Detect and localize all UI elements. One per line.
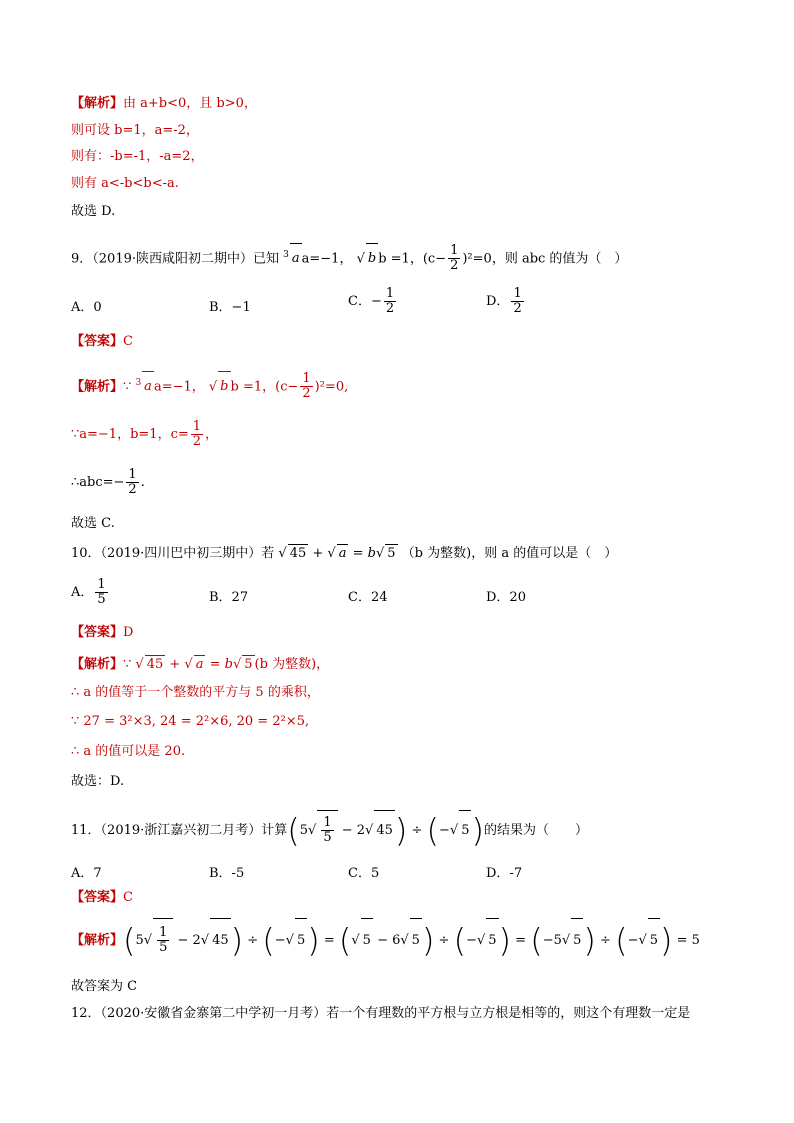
- q9-answer: 【答案】C: [71, 334, 133, 349]
- q11-answer: 【答案】C: [71, 890, 133, 905]
- q9-stem: 9．（2019·陕西咸阳初二期中）已知 $^3$ a a=−1， √ b b =1，(c− $\frac{1}{2}$ )²=0，则 abc 的值为（ ）: [71, 243, 628, 274]
- q9-option-d: D． $\frac{1}{2}$: [486, 286, 522, 316]
- q11-conclusion: 故答案为 C: [71, 979, 138, 994]
- q10-conclusion: 故选：D.: [71, 774, 125, 789]
- q11-analysis: 【解析】(5√ $\frac{1}{5}$ − 2√ 45) ÷ (−√ 5) = (√ 5 − 6√ 5) ÷ (−√ 5) = (−5√ 5) ÷ (−√ 5) = 5: [71, 918, 700, 963]
- q12-stem: 12．（2020·安徽省金寨第二中学初一月考）若一个有理数的平方根与立方根是相等的，则这个有理数一定是: [71, 1006, 691, 1021]
- q9-option-b: B．−1: [209, 300, 251, 315]
- q10-analysis-line-1: 【解析】∵ √ 45 + √ a = b√ 5 (b 为整数)，: [71, 657, 330, 672]
- q10-stem: 10．（2019·四川巴中初三期中）若 √ 45 + √ a = b√ 5 （b 为整数)，则 a 的值可以是（ ）: [71, 546, 618, 561]
- q9-analysis-line-1: 【解析】∵ $^3$ a a=−1， √ b b =1，(c− $\frac{1}{2}$ )²=0,: [71, 371, 349, 402]
- q10-option-a: A． $\frac{1}{5}$: [71, 577, 106, 607]
- q8-analysis-line-1: 【解析】由 a+b<0，且 b>0，: [71, 96, 257, 111]
- q10-analysis-line-4: ∴ a 的值可以是 20.: [71, 744, 186, 759]
- q8-analysis-line-4: 则有 a<-b<b<-a.: [71, 176, 179, 191]
- q10-option-c: C．24: [348, 590, 388, 605]
- q8-analysis-line-2: 则可设 b=1，a=-2，: [71, 123, 199, 138]
- q10-analysis-line-2: ∴ a 的值等于一个整数的平方与 5 的乘积，: [71, 685, 320, 700]
- q10-answer: 【答案】D: [71, 625, 134, 640]
- q9-analysis-line-2: ∵a=−1，b=1，c= $\frac{1}{2}$ ，: [71, 419, 219, 449]
- q9-analysis-line-3: ∴abc=− $\frac{1}{2}$ .: [71, 467, 145, 497]
- q11-option-b: B．-5: [209, 866, 245, 881]
- q10-option-b: B．27: [209, 590, 249, 605]
- q11-option-a: A．7: [71, 866, 102, 881]
- q10-analysis-line-3: ∵ 27 = 3²×3, 24 = 2²×6, 20 = 2²×5,: [71, 714, 310, 729]
- q9-option-c: C．− $\frac{1}{2}$: [348, 286, 395, 316]
- q8-analysis-line-3: 则有：-b=-1，-a=2，: [71, 149, 204, 164]
- q11-option-d: D．-7: [486, 866, 523, 881]
- q8-conclusion: 故选 D.: [71, 204, 116, 219]
- q9-option-a: A．0: [71, 300, 102, 315]
- q11-option-c: C．5: [348, 866, 380, 881]
- q10-option-d: D．20: [486, 590, 526, 605]
- q9-conclusion: 故选 C.: [71, 516, 115, 531]
- q11-stem: 11．（2019·浙江嘉兴初二月考）计算(5√ $\frac{1}{5}$ − 2√ 45) ÷ (−√ 5)的结果为（ ）: [71, 811, 588, 850]
